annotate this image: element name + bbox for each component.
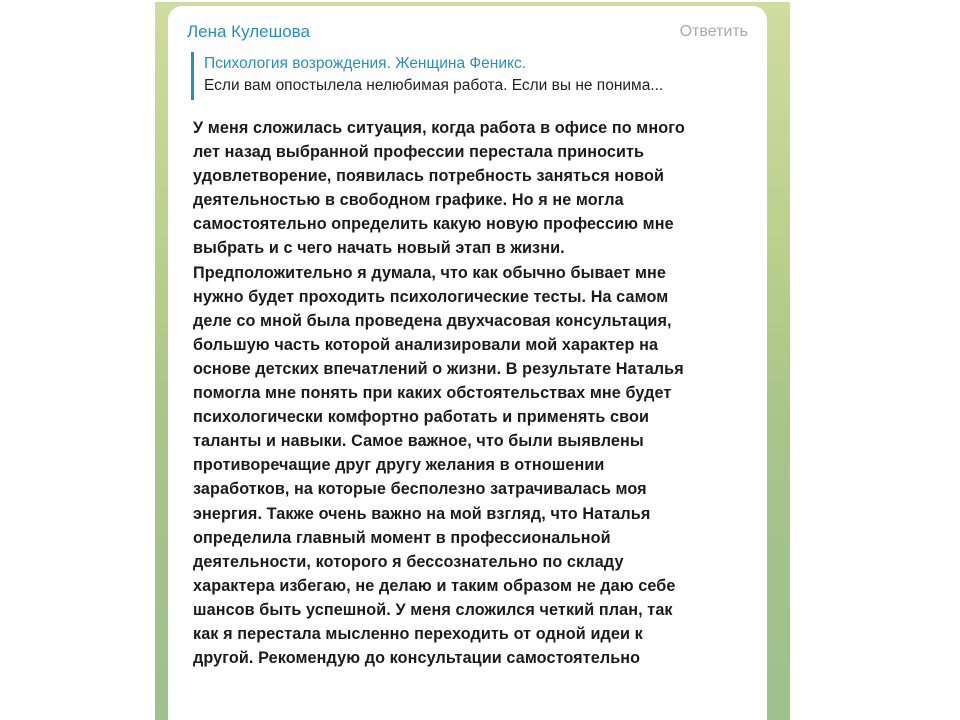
- message-bubble: [168, 6, 767, 720]
- message-line: деле со мной была проведена двухчасовая консультация,: [193, 311, 672, 330]
- message-line: выбрать и с чего начать новый этап в жизни.: [193, 239, 565, 258]
- quoted-message[interactable]: [191, 52, 751, 100]
- message-line: помогла мне понять при каких обстоятельствах мне будет: [193, 384, 672, 403]
- reply-button[interactable]: Ответить: [679, 23, 748, 40]
- message-line: деятельностью в свободном графике. Но я не могла: [193, 191, 624, 210]
- chat-background: [155, 2, 790, 720]
- message-line: основе детских впечатлений о жизни. В результате Наталья: [193, 359, 684, 378]
- message-line: характера избегаю, не делаю и таким образом не даю себе: [193, 576, 676, 595]
- message-line: как я перестала мысленно переходить от одной идеи к: [193, 624, 643, 643]
- message-line: энергия. Также очень важно на мой взгляд, что Наталья: [193, 504, 651, 523]
- message-line: У меня сложилась ситуация, когда работа в офисе по много: [193, 119, 685, 137]
- message-line: нужно будет проходить психологические тесты. На самом: [193, 287, 669, 306]
- message-line: самостоятельно определить какую новую профессию мне: [193, 215, 674, 234]
- message-line: Предположительно я думала, что как обычно бывает мне: [193, 263, 667, 282]
- message-line: заработков, на которые бесполезно затрачивалась моя: [193, 480, 647, 499]
- message-text: [193, 116, 758, 670]
- message-line: большую часть которой анализировали мой характер на: [193, 335, 659, 354]
- message-line: шансов быть успешной. У меня сложился четкий план, так: [193, 600, 673, 619]
- message-line: другой. Рекомендую до консультации самостоятельно: [193, 649, 641, 668]
- quote-title: Психология возрождения. Женщина Феникс.: [204, 55, 527, 72]
- message-line: таланты и навыки. Самое важное, что были выявлены: [193, 432, 644, 451]
- message-line: лет назад выбранной профессии перестала приносить: [193, 143, 645, 162]
- message-line: деятельности, которого я бессознательно по складу: [193, 552, 624, 571]
- quote-text: Если вам опостылела нелюбимая работа. Если вы не понима...: [204, 77, 664, 94]
- message-line: противоречащие друг другу желания в отношении: [193, 456, 605, 475]
- message-line: определила главный момент в профессиональной: [193, 528, 611, 547]
- message-line: удовлетворение, появилась потребность заняться новой: [193, 167, 665, 186]
- message-line: психологически комфортно работать и применять свои: [193, 408, 650, 427]
- sender-name[interactable]: Лена Кулешова: [187, 22, 310, 41]
